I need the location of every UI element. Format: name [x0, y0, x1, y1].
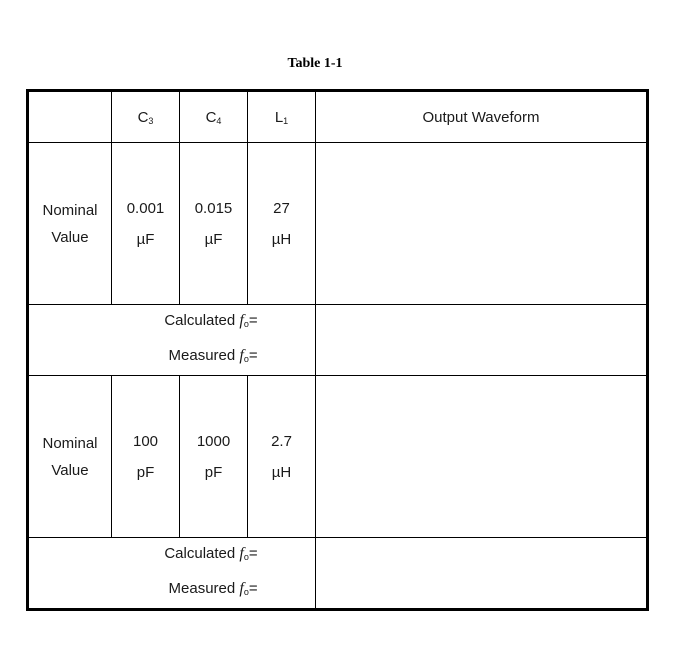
table-caption: Table 1-1	[287, 56, 343, 71]
header-empty-cell	[28, 91, 112, 143]
header-c3: $C_3$	[112, 91, 180, 143]
frequency-row-2	[28, 538, 648, 610]
c4-value-1: 0.015 µF	[180, 143, 248, 305]
frequency-labels-1	[28, 305, 316, 376]
frequency-entry-cell-1[interactable]	[316, 305, 648, 376]
nominal-label-2: Nominal Value	[28, 376, 112, 538]
header-l1: $L_1$	[248, 91, 316, 143]
header-row	[28, 91, 648, 143]
c4-value-2: 1000 pF	[180, 376, 248, 538]
nominal-value-row-2	[28, 376, 648, 538]
frequency-labels-2	[28, 538, 316, 610]
calculated-fo-label-2: Calculated $f_o=$	[164, 545, 258, 562]
nominal-value-row-1	[28, 143, 648, 305]
header-c4: $C_4$	[180, 91, 248, 143]
nominal-label-1: Nominal Value	[28, 143, 112, 305]
calculated-fo-label-1: Calculated $f_o=$	[164, 312, 258, 329]
l1-value-1: 27 µH	[248, 143, 316, 305]
measured-fo-label-1: Measured $f_o=$	[168, 347, 258, 364]
frequency-row-1	[28, 305, 648, 376]
measurement-table	[26, 89, 649, 611]
l1-value-2: 2.7 µH	[248, 376, 316, 538]
header-output-waveform: Output Waveform	[316, 91, 648, 143]
output-waveform-cell-2[interactable]	[316, 376, 648, 538]
c3-value-1: 0.001 µF	[112, 143, 180, 305]
measured-fo-label-2: Measured $f_o=$	[168, 580, 258, 597]
c3-value-2: 100 pF	[112, 376, 180, 538]
output-waveform-cell-1[interactable]	[316, 143, 648, 305]
frequency-entry-cell-2[interactable]	[316, 538, 648, 610]
